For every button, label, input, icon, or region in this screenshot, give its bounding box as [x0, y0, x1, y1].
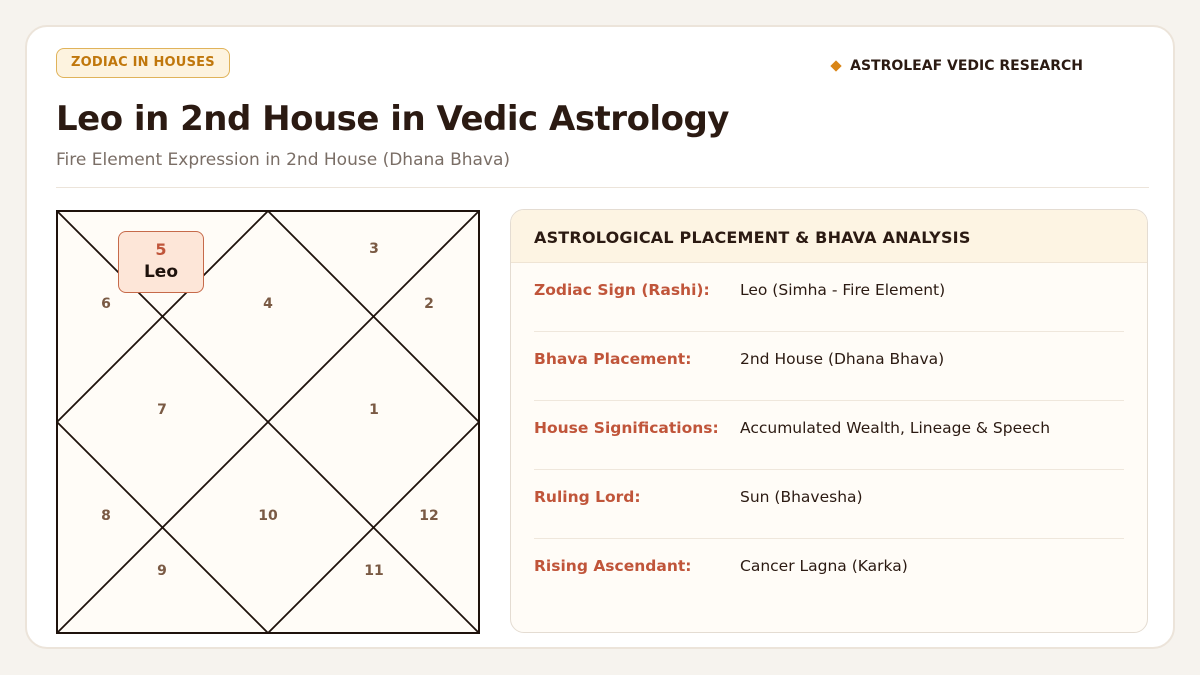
- page-title: Leo in 2nd House in Vedic Astrology: [56, 99, 729, 139]
- row-label: Rising Ascendant:: [534, 557, 692, 575]
- analysis-row: [534, 263, 1124, 332]
- row-value: Leo (Simha - Fire Element): [740, 281, 946, 299]
- analysis-row: [534, 401, 1124, 470]
- analysis-row: [534, 470, 1124, 539]
- page-subtitle: Fire Element Expression in 2nd House (Dhana Bhava): [56, 150, 511, 170]
- house-7: 7: [157, 402, 167, 418]
- brand: [832, 58, 1083, 74]
- analysis-row: [534, 539, 1124, 608]
- house-4: 4: [263, 296, 273, 312]
- row-label: Zodiac Sign (Rashi):: [534, 281, 710, 299]
- analysis-row: [534, 332, 1124, 401]
- row-value: Accumulated Wealth, Lineage & Speech: [740, 419, 1051, 437]
- north-indian-chart: [56, 210, 480, 634]
- row-label: Ruling Lord:: [534, 488, 641, 506]
- row-label: House Significations:: [534, 419, 719, 437]
- house-1: 1: [369, 402, 379, 418]
- sign-label: Leo: [143, 262, 179, 282]
- house-9: 9: [157, 563, 167, 579]
- analysis-rows: [511, 263, 1147, 608]
- row-value: Cancer Lagna (Karka): [740, 557, 908, 575]
- panel-title: ASTROLOGICAL PLACEMENT & BHAVA ANALYSIS: [511, 210, 1147, 263]
- brand-label: ASTROLEAF VEDIC RESEARCH: [850, 58, 1083, 74]
- diamond-icon: [830, 60, 841, 71]
- row-value: Sun (Bhavesha): [740, 488, 863, 506]
- house-11: 11: [364, 563, 384, 579]
- house-5: 5: [155, 240, 167, 259]
- house-8: 8: [101, 508, 111, 524]
- row-value: 2nd House (Dhana Bhava): [740, 350, 945, 368]
- header-divider: [56, 187, 1149, 188]
- house-12: 12: [419, 508, 439, 524]
- house-3: 3: [369, 241, 379, 257]
- house-6: 6: [101, 296, 111, 312]
- house-10: 10: [258, 508, 278, 524]
- content-card: [25, 25, 1175, 649]
- row-label: Bhava Placement:: [534, 350, 692, 368]
- house-2: 2: [424, 296, 434, 312]
- analysis-panel: [510, 209, 1148, 633]
- category-badge: ZODIAC IN HOUSES: [56, 48, 230, 78]
- house-5-sign-box: [118, 231, 204, 293]
